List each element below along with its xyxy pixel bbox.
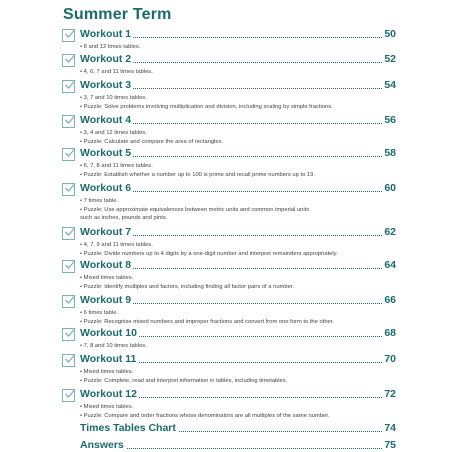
bullet-item: • Mixed times tables. (80, 403, 396, 412)
toc-entry (62, 183, 396, 223)
workout-title[interactable]: Workout 12 (80, 388, 137, 400)
checkbox-icon[interactable] (62, 148, 75, 161)
toc-entry (62, 260, 396, 291)
toc-entry (62, 295, 396, 326)
toc-entry-heading (62, 227, 396, 241)
bullet-item: • 3, 7 and 10 times tables. (80, 94, 396, 103)
bullet-list (80, 68, 396, 77)
bullet-item: • 4, 6, 7 and 11 times tables. (80, 68, 396, 77)
toc-entry (62, 29, 396, 52)
checkbox-icon[interactable] (62, 227, 75, 240)
page-number[interactable]: 68 (384, 327, 396, 339)
toc-entry (62, 54, 396, 77)
bullet-item: • Puzzle: Establish whether a number up to 100 is prime and recall prime numbers up to 19. (80, 171, 396, 180)
page-number[interactable]: 64 (384, 259, 396, 271)
workout-title[interactable]: Workout 10 (80, 327, 137, 339)
toc-entry-heading (62, 54, 396, 68)
checkbox-icon[interactable] (62, 389, 75, 402)
workout-title[interactable]: Workout 2 (80, 53, 132, 65)
bullet-item: • 4, 7, 9 and 11 times tables. (80, 241, 396, 250)
page-number[interactable]: 50 (384, 28, 396, 40)
bullet-item: • 7, 8 and 10 times tables. (80, 342, 396, 351)
bullet-item: • 8 and 12 times tables. (80, 43, 396, 52)
bullet-list (80, 309, 396, 326)
bullet-item: • Puzzle: Recognise mixed numbers and improper fractions and convert from one form to the other. (80, 318, 396, 327)
page-number[interactable]: 75 (384, 439, 396, 451)
toc-entry-heading (62, 295, 396, 309)
checkbox-icon[interactable] (62, 29, 75, 42)
checkbox-icon[interactable] (62, 260, 75, 273)
workout-title[interactable]: Workout 5 (80, 147, 132, 159)
checkbox-icon[interactable] (62, 80, 75, 93)
bullet-item: • 6 times table. (80, 309, 396, 318)
bullet-list (80, 129, 396, 146)
bullet-list (80, 368, 396, 385)
checkbox-icon[interactable] (62, 54, 75, 67)
toc-entry-heading (62, 148, 396, 162)
page-number[interactable]: 58 (384, 147, 396, 159)
page-number[interactable]: 54 (384, 79, 396, 91)
bullet-item: • Mixed times tables. (80, 368, 396, 377)
workout-title[interactable]: Workout 1 (80, 28, 132, 40)
bullet-item: • Puzzle: Compare and order fractions whose denominators are all multiples of the same number. (80, 412, 396, 421)
bullet-list (80, 162, 396, 179)
toc-entry (62, 148, 396, 179)
bullet-item: • Puzzle: Solve problems involving multiplication and division, including scaling by simple fractions. (80, 103, 396, 112)
bullet-list (80, 342, 396, 351)
toc-entry (62, 80, 396, 111)
page-number[interactable]: 72 (384, 388, 396, 400)
toc-extra-entry (80, 423, 396, 435)
checkbox-icon[interactable] (62, 115, 75, 128)
toc-entry-heading (62, 389, 396, 403)
page-number[interactable]: 60 (384, 182, 396, 194)
bullet-item: • Puzzle: Identify multiples and factors, including finding all factor pairs of a number. (80, 283, 396, 292)
bullet-item: • Puzzle: Complete, read and interpret information in tables, including timetables. (80, 377, 396, 386)
workout-title[interactable]: Workout 11 (80, 353, 137, 365)
toc-entry (62, 227, 396, 258)
bullet-item: • 3, 4 and 12 times tables. (80, 129, 396, 138)
checkbox-icon[interactable] (62, 328, 75, 341)
toc-entry (62, 354, 396, 385)
page-number[interactable]: 52 (384, 53, 396, 65)
bullet-list (80, 403, 396, 420)
page-number[interactable]: 74 (384, 422, 396, 434)
bullet-item: • Puzzle: Use approximate equivalences between metric units and common imperial units such as inches, pounds and pints. (80, 206, 396, 223)
page-title: Summer Term (63, 6, 172, 23)
workout-title[interactable]: Workout 8 (80, 259, 132, 271)
page-number[interactable]: 62 (384, 226, 396, 238)
toc-entry-heading (62, 183, 396, 197)
toc-entry-heading (62, 328, 396, 342)
bullet-item: • 7 times table. (80, 197, 396, 206)
bullet-item: • 6, 7, 8 and 11 times tables. (80, 162, 396, 171)
page-number[interactable]: 70 (384, 353, 396, 365)
checkbox-icon[interactable] (62, 354, 75, 367)
toc-entry-heading (62, 80, 396, 94)
bullet-list (80, 197, 396, 223)
bullet-list (80, 274, 396, 291)
toc-entry-heading (62, 115, 396, 129)
bullet-item: • Puzzle: Calculate and compare the area of rectangles. (80, 138, 396, 147)
bullet-list (80, 43, 396, 52)
checkbox-icon[interactable] (62, 295, 75, 308)
extra-title[interactable]: Answers (80, 439, 124, 451)
page-number[interactable]: 66 (384, 294, 396, 306)
bullet-item: • Puzzle: Divide numbers up to 4 digits by a one-digit number and interpret remainders appropriately. (80, 250, 396, 259)
page-number[interactable]: 56 (384, 114, 396, 126)
workout-title[interactable]: Workout 9 (80, 294, 132, 306)
bullet-list (80, 94, 396, 111)
extra-title[interactable]: Times Tables Chart (80, 422, 176, 434)
checkbox-icon[interactable] (62, 183, 75, 196)
toc-entry (62, 328, 396, 351)
toc-entry-heading (62, 29, 396, 43)
toc-entry (62, 389, 396, 420)
toc-entry (62, 115, 396, 146)
bullet-item: • Mixed times tables. (80, 274, 396, 283)
workout-title[interactable]: Workout 6 (80, 182, 132, 194)
workout-title[interactable]: Workout 3 (80, 79, 132, 91)
bullet-list (80, 241, 396, 258)
toc-entry-heading (62, 260, 396, 274)
workout-title[interactable]: Workout 4 (80, 114, 132, 126)
workout-title[interactable]: Workout 7 (80, 226, 132, 238)
toc-entry-heading (62, 354, 396, 368)
toc-extra-entry (80, 440, 396, 452)
